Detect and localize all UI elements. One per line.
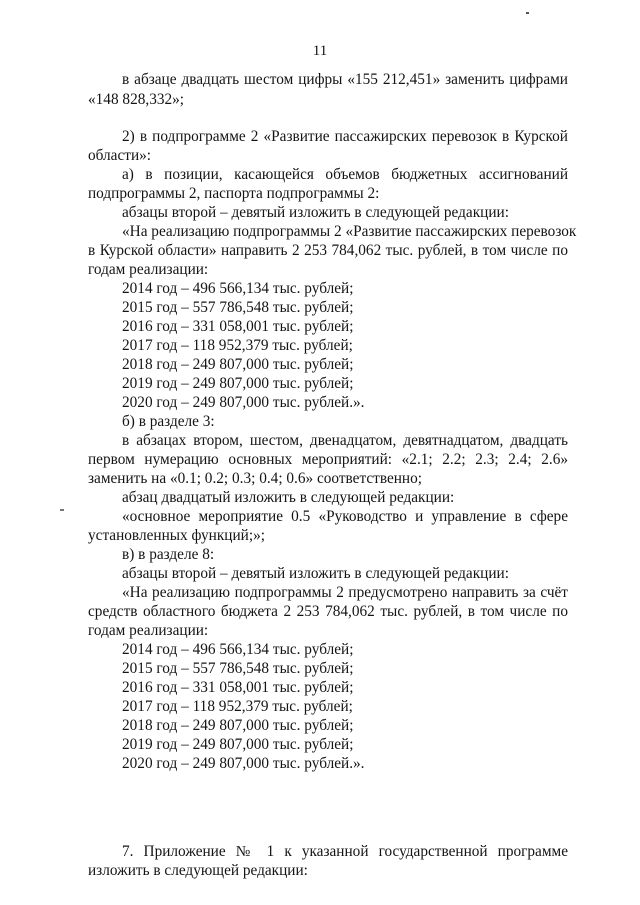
year-line: 2017 год – 118 952,379 тыс. рублей; [122,698,353,715]
text-line: «148 828,332»; [88,91,185,108]
year-line: 2018 год – 249 807,000 тыс. рублей; [122,717,354,734]
year-line: 2015 год – 557 786,548 тыс. рублей; [122,299,354,316]
year-line: 2020 год – 249 807,000 тыс. рублей.». [122,755,365,772]
text-line: в) в разделе 8: [122,546,215,563]
text-line: первом нумерацию основных мероприятий: «2.1; 2.2; 2.3; 2.4; 2.6» [88,451,568,468]
text-line: абзац двадцатый изложить в следующей редакции: [122,489,455,506]
text-line: в Курской области» направить 2 253 784,062 тыс. рублей, в том числе по [88,242,568,259]
text-line: в абзацах втором, шестом, двенадцатом, девятнадцатом, двадцать [122,432,568,449]
year-line: 2014 год – 496 566,134 тыс. рублей; [122,641,354,658]
text-line: «На реализацию подпрограммы 2 «Развитие пассажирских перевозок [122,223,577,240]
text-line: «На реализацию подпрограммы 2 предусмотрено направить за счёт [122,584,568,601]
text-line: абзацы второй – девятый изложить в следующей редакции: [122,204,509,221]
text-line: области»: [88,147,152,164]
year-line: 2018 год – 249 807,000 тыс. рублей; [122,356,354,373]
scan-speck [526,12,529,14]
year-line: 2020 год – 249 807,000 тыс. рублей.». [122,394,365,411]
text-line: б) в разделе 3: [122,413,215,430]
year-line: 2017 год – 118 952,379 тыс. рублей; [122,337,353,354]
scan-speck [60,509,64,511]
year-line: 2015 год – 557 786,548 тыс. рублей; [122,660,354,677]
year-line: 2019 год – 249 807,000 тыс. рублей; [122,375,354,392]
text-line: годам реализации: [88,261,209,278]
year-line: 2019 год – 249 807,000 тыс. рублей; [122,736,354,753]
text-line: 7. Приложение № 1 к указанной государственной программе [122,843,568,860]
year-line: 2016 год – 331 058,001 тыс. рублей; [122,679,354,696]
text-line: годам реализации: [88,622,209,639]
text-line: средств областного бюджета 2 253 784,062 тыс. рублей, в том числе по [88,603,568,620]
text-line: абзацы второй – девятый изложить в следующей редакции: [122,565,509,582]
text-line: установленных функций;»; [88,527,266,544]
text-line: изложить в следующей редакции: [88,862,308,879]
text-line: заменить на «0.1; 0.2; 0.3; 0.4; 0.6» соответственно; [88,470,423,487]
text-line: 2) в подпрограмме 2 «Развитие пассажирских перевозок в Курской [122,128,568,145]
text-line: в абзаце двадцать шестом цифры «155 212,451» заменить цифрами [122,71,568,88]
text-line: а) в позиции, касающейся объемов бюджетных ассигнований [122,166,568,183]
text-line: подпрограммы 2, паспорта подпрограммы 2: [88,185,380,202]
year-line: 2014 год – 496 566,134 тыс. рублей; [122,280,354,297]
year-line: 2016 год – 331 058,001 тыс. рублей; [122,318,354,335]
text-line: «основное мероприятие 0.5 «Руководство и управление в сфере [122,508,568,525]
page-number: 11 [312,43,328,59]
